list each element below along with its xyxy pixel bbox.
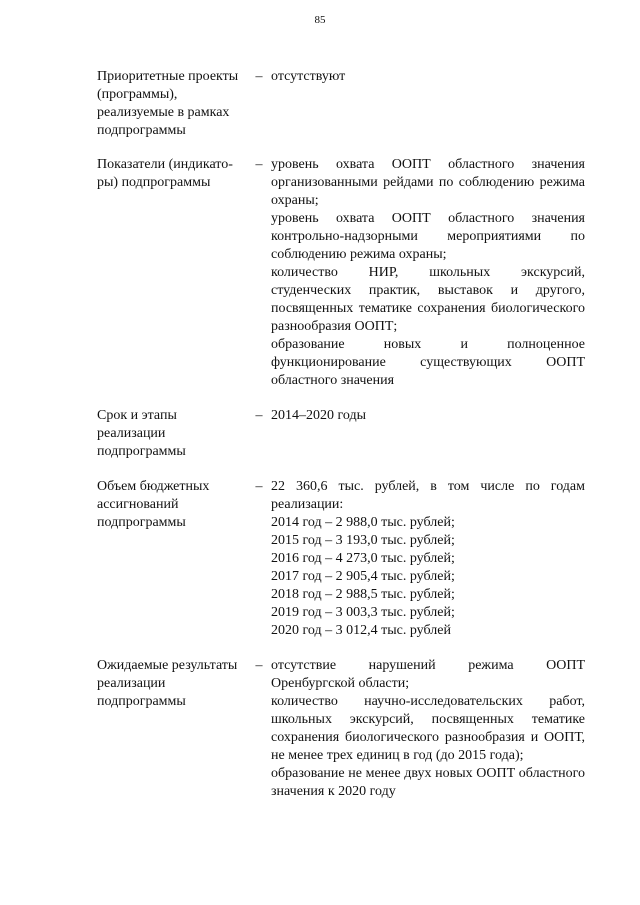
content-line: уровень охвата ООПТ областного значения контрольно-надзорными мероприятиями по соблюдению режима охраны; xyxy=(271,211,585,262)
row-content xyxy=(271,657,585,801)
content-line: 2014 год – 2 988,0 тыс. рублей; xyxy=(271,515,455,530)
row-dash: – xyxy=(255,157,263,172)
content-line: 2015 год – 3 193,0 тыс. рублей; xyxy=(271,533,455,548)
row-label: Показатели (индикато- ры) подпрограммы xyxy=(97,157,233,190)
content-line: 2017 год – 2 905,4 тыс. рублей; xyxy=(271,569,455,584)
row-dash: – xyxy=(255,408,263,423)
content-line: отсутствуют xyxy=(271,69,346,84)
content-line: количество научно-исследовательских работ, школьных экскурсий, посвященных тематике сохранения биологического разнообразия и ООПТ, не менее трех единиц в год (до 2015 года); xyxy=(271,694,585,763)
content-line: 2014–2020 годы xyxy=(271,408,367,423)
row-content xyxy=(271,478,585,640)
row-content xyxy=(271,156,585,390)
row-dash: – xyxy=(255,658,263,673)
content-line: отсутствие нарушений режима ООПТ Оренбургской области; xyxy=(271,658,585,691)
row-priority-projects xyxy=(97,68,587,140)
row-content xyxy=(271,407,585,425)
row-budget-allocations xyxy=(97,478,587,640)
subprogram-passport-table xyxy=(97,68,587,801)
row-expected-results xyxy=(97,657,587,801)
content-line: количество НИР, школьных экскурсий, студенческих практик, выставок и другого, посвященных тематике сохранения биологического разнообразия ООПТ; xyxy=(271,265,585,334)
row-label: Срок и этапы реализации подпрограммы xyxy=(97,408,186,459)
row-label: Ожидаемые результаты реализации подпрограммы xyxy=(97,658,238,709)
row-label: Приоритетные проекты (программы), реализуемые в рамках подпрограммы xyxy=(97,69,239,138)
content-line: 22 360,6 тыс. рублей, в том числе по годам реализации: xyxy=(271,479,585,512)
page-number: 85 xyxy=(314,14,326,26)
content-line: уровень охвата ООПТ областного значения организованными рейдами по соблюдению режима охраны; xyxy=(271,157,585,208)
row-content xyxy=(271,68,585,86)
row-dash: – xyxy=(255,479,263,494)
faint-bleedthrough-text xyxy=(0,893,640,905)
row-term-and-stages xyxy=(97,407,587,461)
content-line: образование не менее двух новых ООПТ областного значения к 2020 году xyxy=(271,766,585,799)
content-line: 2018 год – 2 988,5 тыс. рублей; xyxy=(271,587,455,602)
content-line: 2020 год – 3 012,4 тыс. рублей xyxy=(271,623,451,638)
row-dash: – xyxy=(255,69,263,84)
content-line: 2016 год – 4 273,0 тыс. рублей; xyxy=(271,551,455,566)
content-line: образование новых и полноценное функционирование существующих ООПТ областного значения xyxy=(271,337,585,388)
row-indicators xyxy=(97,156,587,390)
row-label: Объем бюджетных ассигнований подпрограммы xyxy=(97,479,210,530)
content-line: 2019 год – 3 003,3 тыс. рублей; xyxy=(271,605,455,620)
